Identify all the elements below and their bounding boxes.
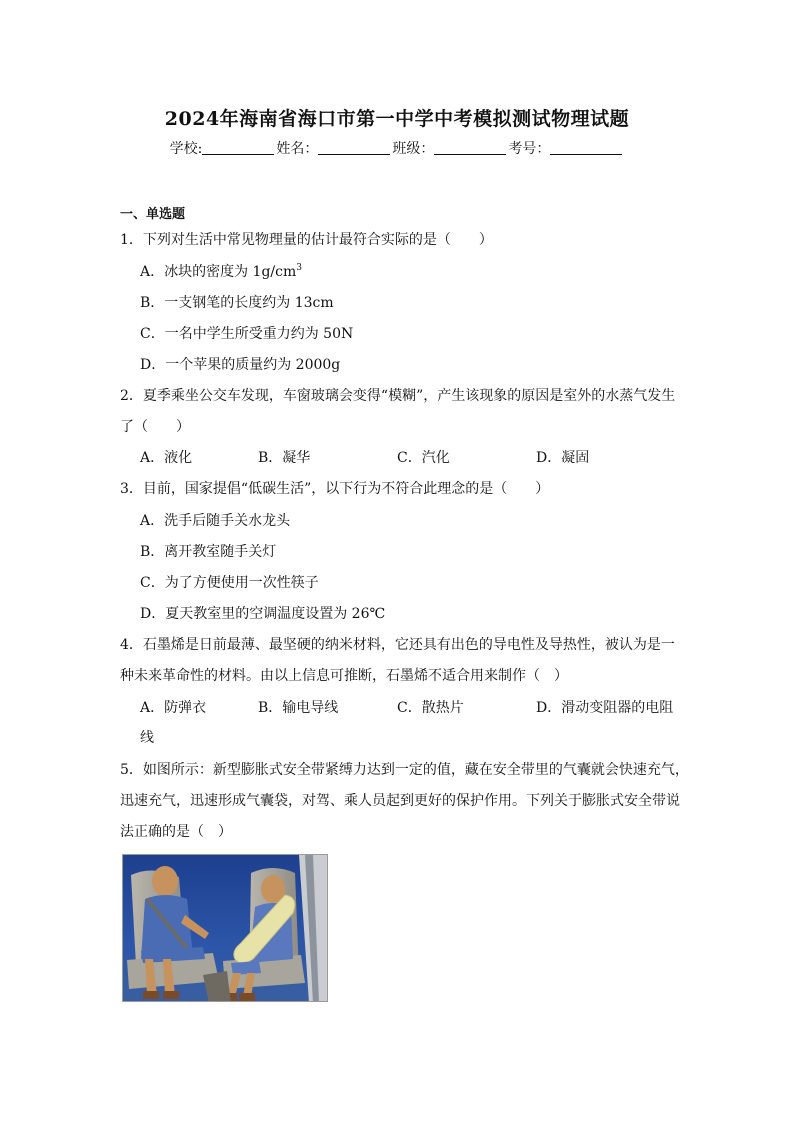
exam-no-blank[interactable]	[550, 140, 622, 155]
question-3-option-d[interactable]: D．夏天教室里的空调温度设置为 26℃	[140, 606, 386, 622]
question-5-stem-line-1: 5．如图所示：新型膨胀式安全带紧缚力达到一定的值，藏在安全带里的气囊就会快速充气，	[120, 762, 689, 778]
name-label: 姓名：	[276, 141, 319, 157]
school-label: 学校:	[169, 141, 203, 157]
question-5-stem-line-2: 迅速充气，迅速形成气囊袋，对驾、乘人员起到更好的保护作用。下列关于膨胀式安全带说	[120, 793, 680, 809]
seatbelt-airbag-photo	[122, 854, 328, 1002]
question-4-stem-line-2: 种未来革命性的材料。由以上信息可推断，石墨烯不适合用来制作（ ）	[120, 668, 568, 684]
question-4-option-b[interactable]: B．输电导线	[258, 700, 339, 716]
question-3-stem: 3．目前，国家提倡“低碳生活”，以下行为不符合此理念的是（ ）	[120, 481, 550, 497]
question-2-option-a[interactable]: A．液化	[140, 450, 193, 466]
page-title: 2024年海南省海口市第一中学中考模拟测试物理试题	[164, 108, 630, 130]
section-heading: 一、单选题	[120, 207, 186, 222]
question-1-option-b[interactable]: B．一支钢笔的长度约为 13cm	[140, 295, 334, 311]
question-3-option-a[interactable]: A．洗手后随手关水龙头	[140, 513, 291, 529]
question-3-option-b[interactable]: B．离开教室随手关灯	[140, 544, 277, 560]
question-2-stem-line-1: 2．夏季乘坐公交车发现，车窗玻璃会变得“模糊”，产生该现象的原因是室外的水蒸气发生	[120, 388, 676, 404]
school-blank[interactable]	[202, 140, 274, 155]
question-4-option-d[interactable]: D．滑动变阻器的电阻	[536, 700, 674, 716]
superscript: 3	[296, 263, 302, 273]
question-2-option-c[interactable]: C．汽化	[397, 450, 450, 466]
exam-no-label: 考号：	[508, 141, 551, 157]
question-4-stem-line-1: 4．石墨烯是日前最薄、最坚硬的纳米材料，它还具有出色的导电性及导热性，被认为是一	[120, 637, 675, 653]
question-1-option-a[interactable]	[140, 261, 302, 281]
name-blank[interactable]	[318, 140, 390, 155]
student-info-row	[0, 138, 794, 158]
question-2-option-b[interactable]: B．凝华	[258, 450, 311, 466]
question-2-option-d[interactable]: D．凝固	[536, 450, 590, 466]
question-1-stem: 1．下列对生活中常见物理量的估计最符合实际的是（ ）	[120, 232, 493, 248]
question-1-option-c[interactable]: C．一名中学生所受重力约为 50N	[140, 326, 354, 342]
crash-dummies-illustration	[123, 855, 328, 1002]
question-5-stem-line-3: 法正确的是（ ）	[120, 824, 232, 840]
class-blank[interactable]	[434, 140, 506, 155]
question-4-option-c[interactable]: C．散热片	[397, 700, 464, 716]
option-text: A．冰块的密度为 1g/cm	[140, 264, 297, 280]
question-1-option-d[interactable]: D．一个苹果的质量约为 2000g	[140, 357, 341, 373]
class-label: 班级：	[392, 141, 435, 157]
question-2-stem-line-2: 了（ ）	[120, 419, 190, 435]
question-3-option-c[interactable]: C．为了方便使用一次性筷子	[140, 575, 319, 591]
question-4-option-a[interactable]: A．防弹衣	[140, 700, 207, 716]
question-4-option-d-wrap: 线	[140, 730, 154, 746]
